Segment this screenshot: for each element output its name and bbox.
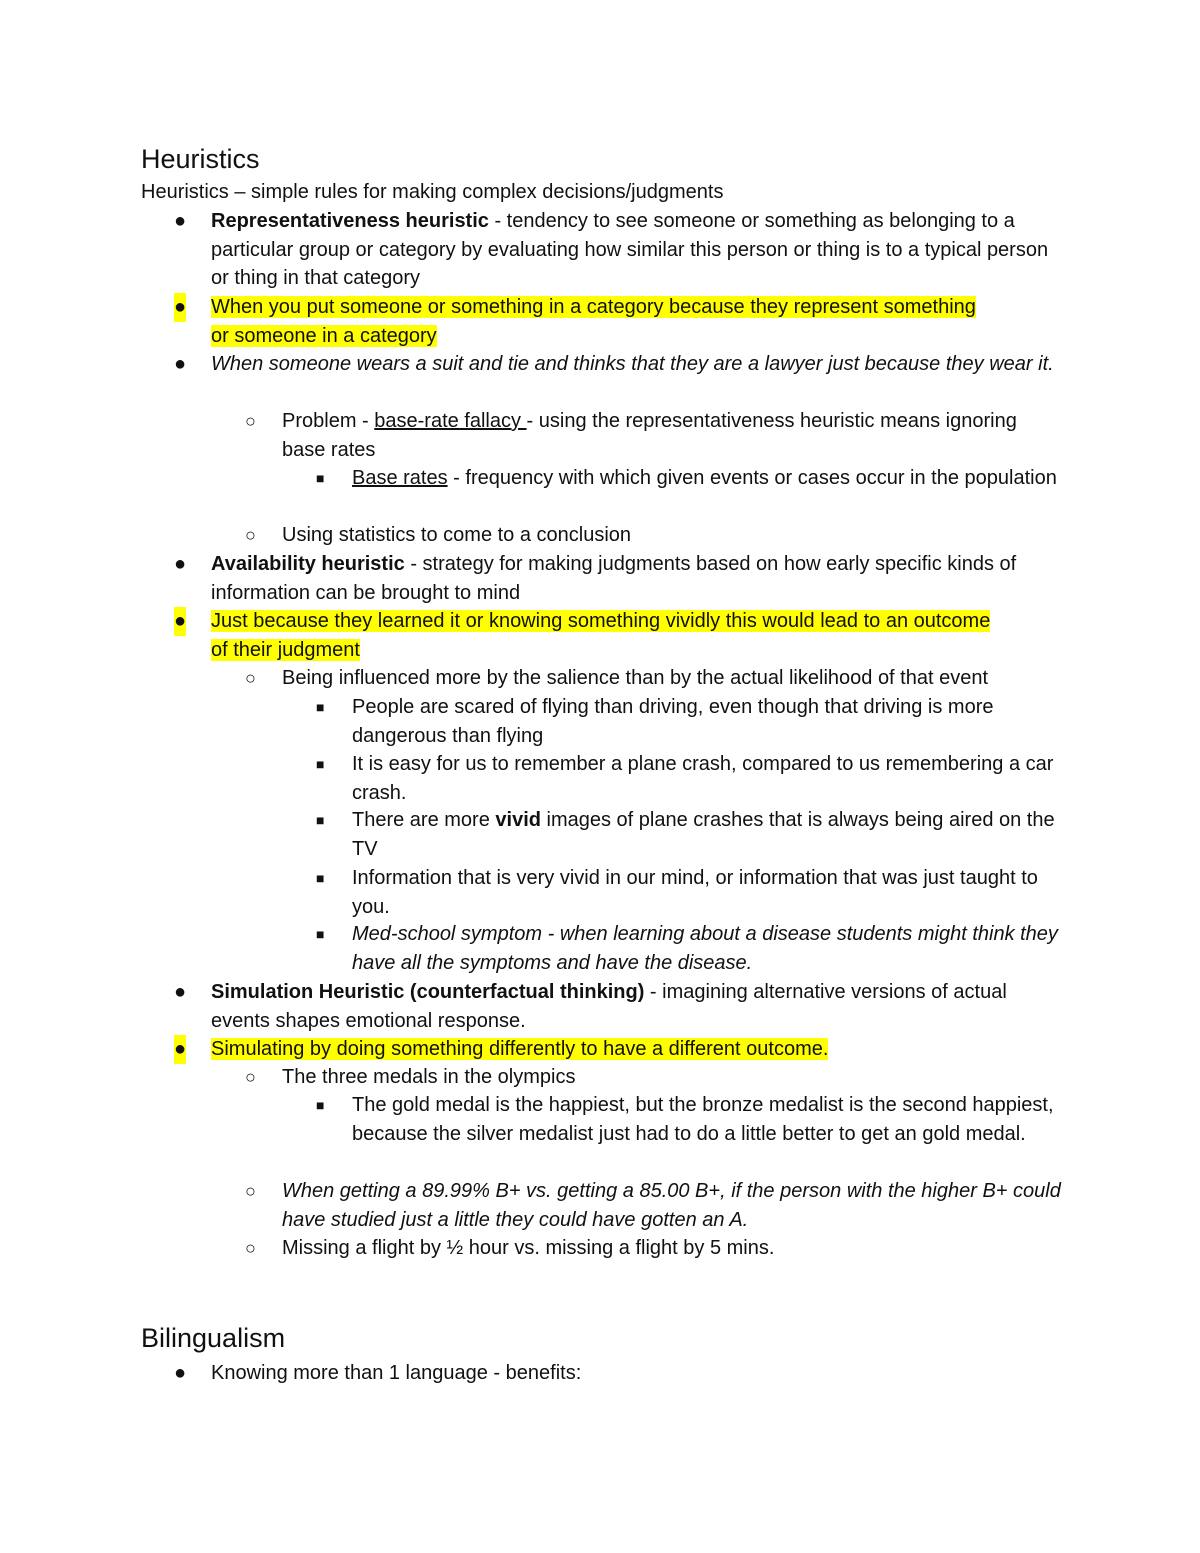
bullet-disc-icon: ● xyxy=(174,1035,186,1064)
example-text: When someone wears a suit and tie and thinks that they are a lawyer just because they wear it. xyxy=(211,353,1054,375)
desc-base-rate-fallacy: - using the representativeness heuristic means ignoring base rates xyxy=(282,410,1017,461)
vivid-info-text: Information that is very vivid in our mind, or information that was just taught to you. xyxy=(352,867,1038,918)
list-item-vivid-info xyxy=(316,864,1062,921)
bullet-circle-icon: ○ xyxy=(245,668,256,688)
desc-simulation: - imagining alternative versions of actual events shapes emotional response. xyxy=(211,981,1007,1032)
vivid-text-c: images of plane crashes that is always being aired on the TV xyxy=(352,809,1055,860)
heading-heuristics: Heuristics xyxy=(141,144,260,174)
term-representativeness: Representativeness heuristic xyxy=(211,210,489,232)
list-item-plane-crash xyxy=(316,750,1062,807)
problem-prefix: Problem - xyxy=(282,410,375,432)
bullet-circle-icon: ○ xyxy=(245,1238,256,1258)
heading-bilingualism: Bilingualism xyxy=(141,1323,286,1353)
gold-medal-text: The gold medal is the happiest, but the bronze medalist is the second happiest, because the silver medalist just had to do a little better to get an gold medal. xyxy=(352,1094,1054,1145)
statistics-text: Using statistics to come to a conclusion xyxy=(282,524,632,546)
list-item-bilingual-benefits xyxy=(174,1359,1061,1388)
bullet-disc-icon: ● xyxy=(174,553,187,575)
flying-text: People are scared of flying than driving, even though that driving is more dangerous than flying xyxy=(352,696,994,747)
bullet-disc-icon: ● xyxy=(174,1362,187,1384)
bullet-circle-icon: ○ xyxy=(245,1181,256,1201)
bullet-circle-icon: ○ xyxy=(245,525,256,545)
list-item-gold-medal xyxy=(316,1091,1062,1148)
bullet-disc-icon: ● xyxy=(174,210,187,232)
grades-text: When getting a 89.99% B+ vs. getting a 85.00 B+, if the person with the higher B+ could have studied just a little they could have gotten an A. xyxy=(282,1180,1061,1231)
list-item-availability xyxy=(174,550,1061,607)
term-base-rate-fallacy: base-rate fallacy xyxy=(374,410,527,432)
bullet-disc-icon: ● xyxy=(174,981,187,1003)
term-base-rates: Base rates xyxy=(352,467,448,489)
list-item-sim-highlight xyxy=(174,1035,1061,1064)
list-item-medals xyxy=(245,1063,1062,1092)
list-item-simulation xyxy=(174,978,1061,1035)
bullet-circle-icon: ○ xyxy=(245,1067,256,1087)
bullet-square-icon: ■ xyxy=(316,870,325,886)
med-school-text: Med-school symptom - when learning about a disease students might think they have all the symptoms and have the disease. xyxy=(352,923,1058,974)
term-simulation: Simulation Heuristic (counterfactual thinking) xyxy=(211,981,645,1003)
bullet-circle-icon: ○ xyxy=(245,411,256,431)
list-item-rep-example xyxy=(174,350,1061,379)
bullet-square-icon: ■ xyxy=(316,926,325,942)
list-item-representativeness xyxy=(174,207,1061,293)
list-item-grades xyxy=(245,1177,1062,1234)
medals-text: The three medals in the olympics xyxy=(282,1066,576,1088)
flight-text: Missing a flight by ½ hour vs. missing a flight by 5 mins. xyxy=(282,1237,775,1259)
plane-crash-text: It is easy for us to remember a plane crash, compared to us remembering a car crash. xyxy=(352,753,1054,804)
list-item-rep-highlight xyxy=(174,293,1061,350)
bullet-square-icon: ■ xyxy=(316,756,325,772)
list-item-salience xyxy=(245,664,1062,693)
bullet-square-icon: ■ xyxy=(316,812,325,828)
desc-availability: - strategy for making judgments based on how early specific kinds of information can be brought to mind xyxy=(211,553,1017,604)
highlight-text: of their judgment xyxy=(211,638,360,661)
list-item-statistics xyxy=(245,521,1062,550)
desc-base-rates: - frequency with which given events or cases occur in the population xyxy=(447,467,1057,489)
list-item-base-rate-fallacy xyxy=(245,407,1062,464)
bullet-square-icon: ■ xyxy=(316,1097,325,1113)
heuristics-intro: Heuristics – simple rules for making complex decisions/judgments xyxy=(141,181,724,203)
highlight-text: Just because they learned it or knowing something vividly this would lead to an outcome xyxy=(211,610,991,632)
list-item-flying xyxy=(316,693,1062,750)
highlight-text: When you put someone or something in a category because they represent something xyxy=(211,296,976,318)
list-item-base-rates xyxy=(316,464,1062,493)
vivid-text-a: There are more xyxy=(352,809,496,831)
bullet-square-icon: ■ xyxy=(316,699,325,715)
highlight-text: or someone in a category xyxy=(211,324,437,347)
benefits-text: Knowing more than 1 language - benefits: xyxy=(211,1362,582,1384)
bullet-disc-icon: ● xyxy=(174,353,187,375)
term-availability: Availability heuristic xyxy=(211,553,405,575)
vivid-text-bold: vivid xyxy=(495,809,541,831)
list-item-avail-highlight xyxy=(174,607,1061,664)
list-item-flight xyxy=(245,1234,1062,1263)
desc-representativeness: - tendency to see someone or something as belonging to a particular group or category by evaluating how similar this person or thing is to a typical person or thing in that category xyxy=(211,210,1049,289)
bullet-disc-icon: ● xyxy=(174,293,186,322)
highlight-text: Simulating by doing something differently to have a different outcome. xyxy=(211,1038,829,1060)
bullet-disc-icon: ● xyxy=(174,607,186,636)
bullet-square-icon: ■ xyxy=(316,470,325,486)
salience-text: Being influenced more by the salience than by the actual likelihood of that event xyxy=(282,667,989,689)
list-item-vivid-images xyxy=(316,806,1062,863)
list-item-med-school xyxy=(316,920,1062,977)
